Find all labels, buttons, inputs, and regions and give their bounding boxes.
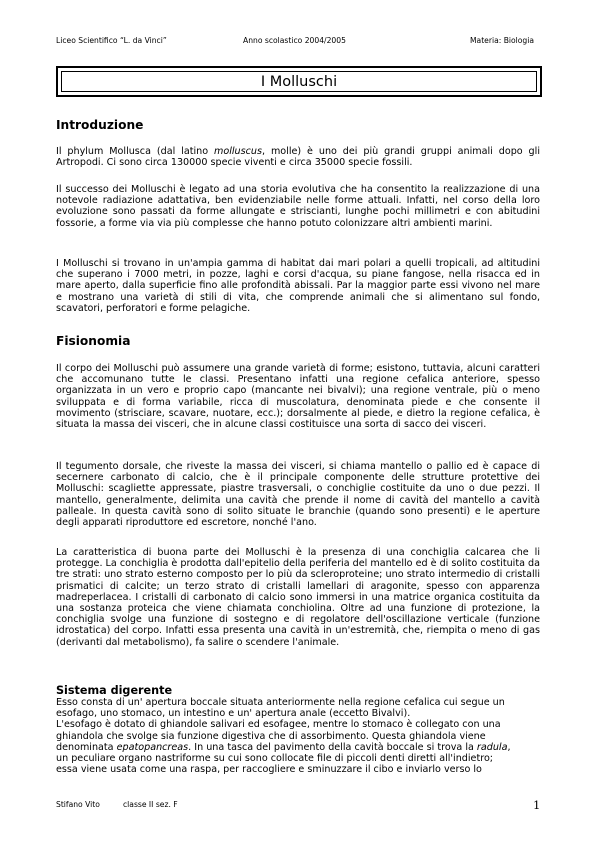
digerente-line: un peculiare organo nastriforme su cui sono collocate file di piccoli denti diretti all'indietro; [56,753,494,765]
footer-author: Stifano Vito [56,800,100,809]
digerente-term-radula: radula [476,741,508,753]
digerente-line: ghiandola che svolge sia funzione digestiva che di assorbimento. Questa ghiandola viene [56,730,486,742]
digerente-text: denominata [56,741,117,753]
digerente-line: esofago, uno stomaco, un intestino e un' apertura anale (eccetto Bivalvi). [56,708,411,720]
intro-p1-text-a: Il phylum Mollusca (dal latino [56,146,214,157]
digerente-line: L'esofago è dotato di ghiandole salivari ed esofagee, mentre lo stomaco è collegato con una [56,719,501,731]
digerente-line [56,742,540,753]
heading-sistema-digerente: Sistema digerente [56,684,173,697]
intro-paragraph-1 [56,146,540,168]
page-number: 1 [533,798,541,812]
fisionomia-paragraph-1: Il corpo dei Molluschi può assumere una grande varietà di forme; esistono, tuttavia, alcuni caratteri che accomunano tutte le classi. Presentano infatti una regione cefalica anteriore, spesso organizzata in un vero e proprio capo (mancante nei bivalvi); una regione ventrale, più o meno sviluppata e di forma variabile, ricca di muscolatura, denominata piede e che consente il movimento (strisciare, scavare, nuotare, ecc.); dorsalmente al piede, e dietro la regione cefalica, è situata la massa dei visceri, che in alcune classi costituisce una sorta di sacco dei visceri. [56,363,540,431]
digerente-term-epatopancreas: epatopancreas [116,741,189,753]
intro-paragraph-3: I Molluschi si trovano in un'ampia gamma di habitat dai mari polari a quelli tropicali, ad altitudini che superano i 7000 metri, in pozze, laghi e corsi d'acqua, su piane fangose, nella risacca ed in mare aperto, dalla superficie fino alle profondità abissali. Par la maggior parte essi vivono nel mare e mostrano una varietà di stili di vita, che comprende animali che si alimentano sul fondo, scavatori, perforatori e forme pelagiche. [56,258,540,314]
heading-introduzione: Introduzione [56,118,144,132]
digerente-text: , [507,741,511,753]
intro-paragraph-2: Il successo dei Molluschi è legato ad una storia evolutiva che ha consentito la realizzazione di una notevole radiazione adattativa, ben evidenziabile nelle forme attuali. Infatti, nel corso della loro evoluzione sono passati da forme allungate e striscianti, lunghe pochi millimetri e con abitudini fossorie, a forme via via più complesse che hanno potuto colonizzare altri ambienti marini. [56,184,540,229]
digerente-line: Esso consta di un' apertura boccale situata anteriormente nella regione cefalica cui segue un [56,697,505,708]
header-subject: Materia: Biologia [470,36,535,45]
intro-p1-text-b: , molle) è uno dei più grandi gruppi animali dopo gli Artropodi. Ci sono circa 130000 specie viventi e circa 35000 specie fossili. [56,146,540,169]
heading-fisionomia: Fisionomia [56,334,131,348]
title-box [56,66,542,97]
header-school: Liceo Scientifico “L. da Vinci” [56,36,167,45]
digerente-paragraph [56,697,540,775]
digerente-line: essa viene usata come una raspa, per raccogliere e sminuzzare il cibo e inviarlo verso lo [56,764,482,776]
page-title: I Molluschi [61,71,537,92]
fisionomia-paragraph-3: La caratteristica di buona parte dei Molluschi è la presenza di una conchiglia calcarea che li protegge. La conchiglia è prodotta dall'epitelio della periferia del mantello ed è di solito costituita da tre strati: uno strato esterno composto per lo più da scleroproteine; uno strato intermedio di cristalli prismatici di calcite; un terzo strato di cristalli lamellari di aragonite, spesso con apparenza madreperlacea. I cristalli di carbonato di calcio sono immersi in una matrice organica costituita da una sostanza proteica che viene chiamata conchiolina. Oltre ad una funzione di protezione, la conchiglia svolge una funzione di sostegno e di regolatore dell'oscillazione verticale (funzione idrostatica) del corpo. Infatti essa presenta una cavità in un'estremità, che, riempita o meno di gas (derivanti dal metabolismo), fa salire o scendere l'animale. [56,547,540,648]
digerente-text: . In una tasca del pavimento della cavità boccale si trova la [188,741,477,753]
intro-p1-latin: molluscus [214,146,262,157]
header-year: Anno scolastico 2004/2005 [243,36,346,45]
fisionomia-paragraph-2: Il tegumento dorsale, che riveste la massa dei visceri, si chiama mantello o pallio ed è capace di secernere carbonato di calcio, che è il principale componente delle strutture protettive dei Molluschi: scagliette appressate, piastre trasversali, o conchiglie costituite da uno o due pezzi. Il mantello, generalmente, delimita una cavità che prende il nome di cavità del mantello a cavità palleale. In questa cavità sono di solito situate le branchie (quando sono presenti) e le aperture degli apparati riproduttore ed escretore, nonché l'ano. [56,461,540,529]
footer-class: classe II sez. F [123,800,178,809]
